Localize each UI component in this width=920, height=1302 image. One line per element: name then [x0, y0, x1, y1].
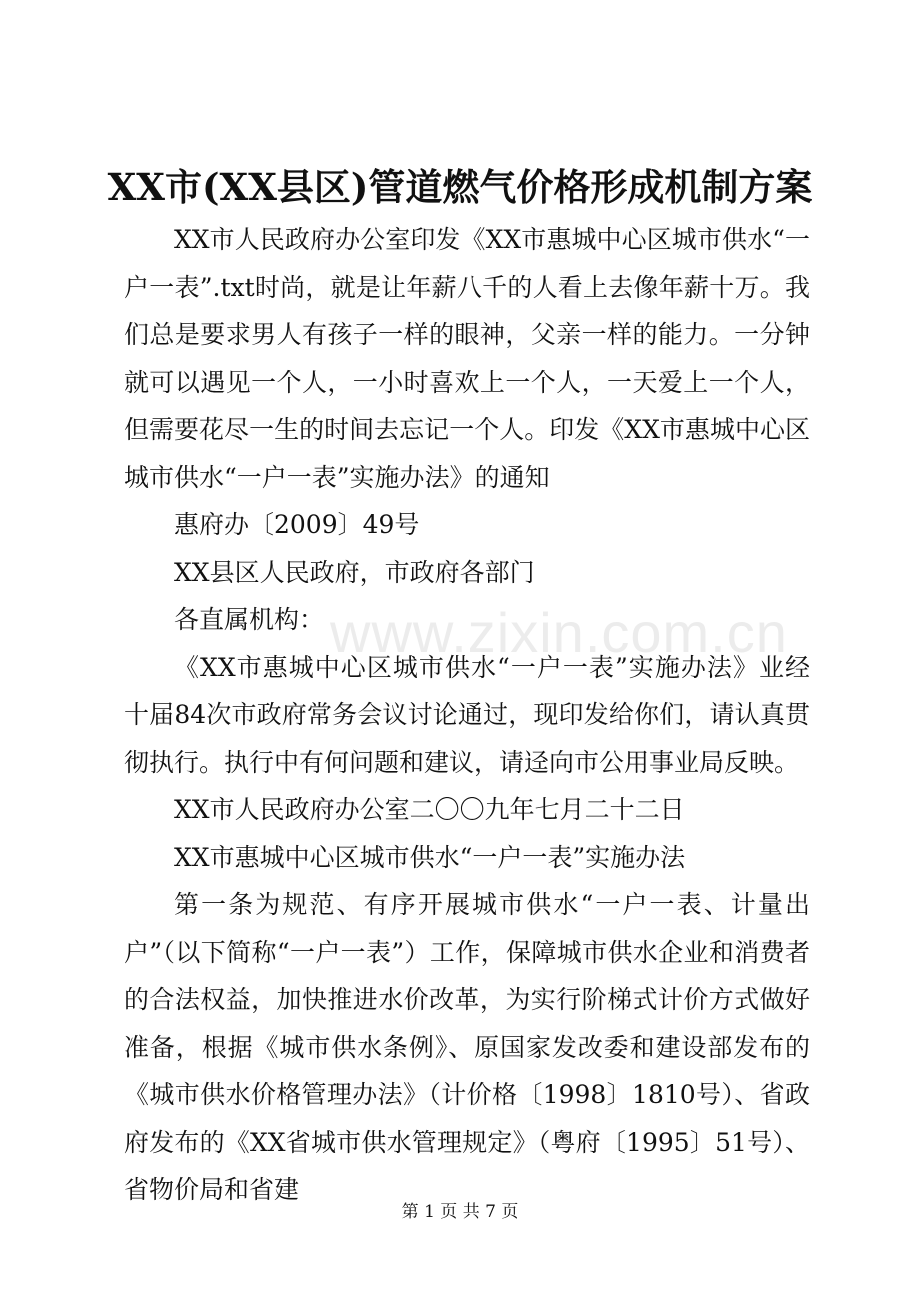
- document-title: XX市(XX县区)管道燃气价格形成机制方案: [107, 165, 813, 209]
- paragraph-signature-date: XX市人民政府办公室二〇〇九年七月二十二日: [174, 795, 685, 824]
- paragraph-article-1: 第一条为规范、有序开展城市供水“一户一表、计量出户”（以下简称“一户一表”）工作，保障城市供水企业和消费者的合法权益，加快推进水价改革，为实行阶梯式计价方式做好准备，根据《城市供水条例》、原国家发改委和建设部发布的《城市供水价格管理办法》（计价格〔1998〕1810号）、省政府发布的《XX省城市供水管理规定》（粤府〔1995〕51号）、省物价局和省建: [124, 890, 810, 1204]
- paragraph-recipients: XX县区人民政府，市政府各部门: [174, 557, 535, 587]
- page-footer: 第 1 页 共 7 页: [401, 1202, 519, 1222]
- paragraph-doc-number: 惠府办〔2009〕49号: [174, 510, 420, 539]
- paragraph-section-title: XX市惠城中心区城市供水“一户一表”实施办法: [174, 842, 686, 872]
- paragraph-recipients-2: 各直属机构：: [174, 605, 325, 634]
- paragraph-intro: XX市人民政府办公室印发《XX市惠城中心区城市供水“一户一表”.txt时尚，就是让年薪八千的人看上去像年薪十万。我们总是要求男人有孩子一样的眼神，父亲一样的能力。一分钟就可以遇见一个人，一小时喜欢上一个人，一天爱上一个人，但需要花尽一生的时间去忘记一个人。印发《XX市惠城中心区城市供水“一户一表”实施办法》的通知: [124, 225, 810, 492]
- watermark: www.zixin.com.cn: [330, 601, 788, 664]
- paragraph-notice: 《XX市惠城中心区城市供水“一户一表”实施办法》业经十届84次市政府常务会议讨论通过，现印发给你们，请认真贯彻执行。执行中有何问题和建议，请迳向市公用事业局反映。: [124, 652, 810, 777]
- document-body: [124, 216, 810, 1214]
